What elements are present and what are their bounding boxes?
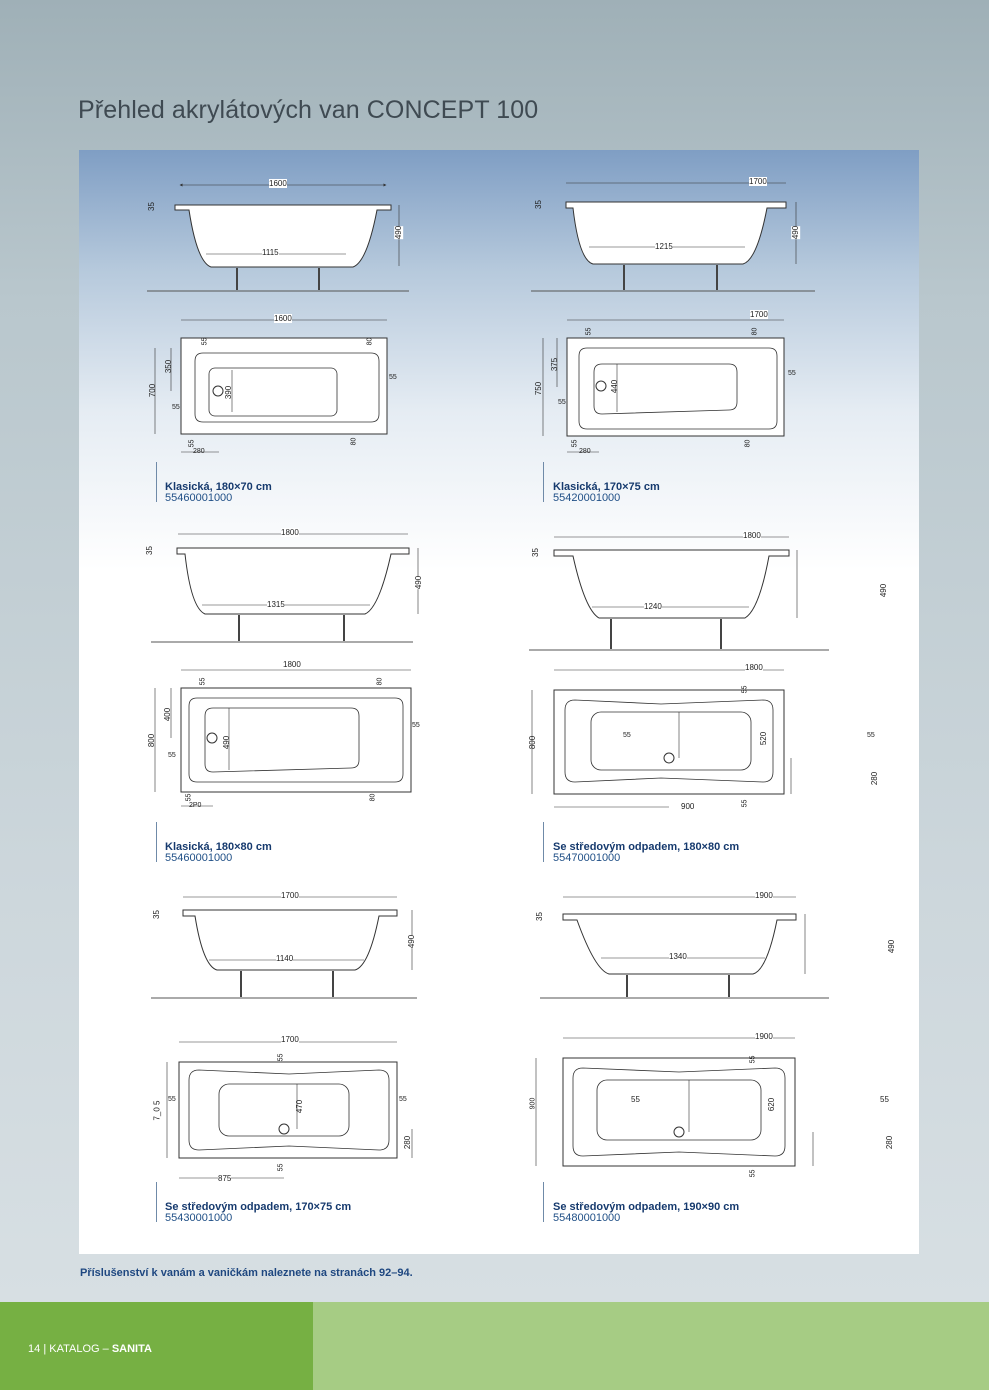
footer-separator: |	[43, 1343, 47, 1355]
caption-bar	[156, 1182, 157, 1222]
side-length-label: 1800	[281, 528, 299, 537]
top-inner-label: 440	[610, 379, 620, 394]
bathtub-caption	[553, 1202, 739, 1224]
bathtub-drawings-5	[79, 870, 499, 1254]
caption-bar	[543, 822, 544, 862]
top-margin-label: 55	[201, 337, 209, 346]
top-width-label: 750	[534, 381, 544, 396]
bathtub-name: Se středovým odpadem, 180×80 cm	[553, 841, 740, 853]
bathtub-caption	[165, 482, 272, 504]
side-height-label: 490	[879, 583, 889, 598]
bottom-right-margin-label: 80	[350, 437, 358, 446]
top-margin-label: 55	[749, 1055, 757, 1064]
bathtub-name: Se středovým odpadem, 190×90 cm	[553, 1201, 740, 1213]
top-right-margin-label: 80	[751, 327, 759, 336]
bottom-right-margin-label: 80	[369, 793, 377, 802]
top-length-label: 1900	[755, 1032, 773, 1041]
bathtub-card-4	[499, 510, 919, 870]
side-length-label: 1800	[743, 531, 761, 540]
side-height-label: 490	[414, 575, 424, 590]
footer-dash: –	[102, 1343, 109, 1355]
bathtub-drawings-1	[79, 150, 499, 510]
top-width-label: 900	[529, 1097, 537, 1110]
side-bottom-label: 1240	[644, 602, 662, 611]
top-left-label: 55	[631, 1095, 640, 1104]
bathtub-name: Se středovým odpadem, 170×75 cm	[165, 1201, 352, 1213]
bathtub-drawings-3	[79, 510, 499, 870]
top-margin-label: 55	[585, 327, 593, 336]
top-inner-label: 620	[767, 1097, 777, 1112]
bathtub-caption	[553, 482, 660, 504]
bottom-margin-label: 55	[749, 1169, 757, 1178]
side-length-label: 1700	[281, 891, 299, 900]
section-label: SANITA	[111, 1343, 152, 1355]
side-rim-label: 35	[533, 200, 543, 209]
bathtub-card-1	[79, 150, 499, 510]
side-rim-label: 35	[146, 202, 156, 211]
bottom-left-margin-label: 55	[571, 439, 579, 448]
bathtub-caption	[165, 1202, 351, 1224]
top-width-label: 800	[147, 733, 157, 748]
side-bottom-label: 1140	[276, 954, 294, 963]
top-length-label: 1700	[281, 1035, 299, 1044]
bathtub-card-3	[79, 510, 499, 870]
side-bottom-label: 1215	[655, 242, 673, 251]
bottom-margin-label: 55	[741, 799, 749, 808]
bathtub-name: Klasická, 170×75 cm	[553, 481, 660, 493]
side-height-label: 490	[887, 939, 897, 954]
caption-bar	[543, 1182, 544, 1222]
side-length-label: 1900	[755, 891, 773, 900]
bottom-margin-label: 55	[277, 1163, 285, 1172]
bathtub-code: 55460001000	[165, 852, 233, 864]
caption-bar	[156, 822, 157, 862]
page-number: 14	[28, 1343, 41, 1355]
bathtub-overview-panel	[79, 150, 919, 1254]
drain-offset-label: 280	[870, 771, 880, 786]
bottom-right-margin-label: 80	[744, 439, 752, 448]
page-title: Přehled akrylátových van CONCEPT 100	[78, 96, 539, 124]
top-length-label: 1800	[745, 663, 763, 672]
side-length-label: 1600	[269, 179, 287, 188]
center-distance-label: 900	[681, 802, 695, 811]
bathtub-drawings-2	[499, 150, 919, 510]
bathtub-drawings-4	[499, 510, 919, 870]
top-width-label: 800	[528, 735, 538, 750]
top-left-label: 55	[172, 404, 180, 411]
bathtub-caption	[165, 842, 272, 864]
side-height-label: 490	[394, 225, 404, 240]
top-inner-label: 390	[224, 385, 234, 400]
top-half-label: 350	[164, 359, 174, 374]
bathtub-drawings-6	[499, 870, 919, 1254]
bathtub-name: Klasická, 180×80 cm	[165, 841, 272, 853]
accessories-note: Příslušenství k vanám a vaničkám naleznete na stranách 92–94.	[80, 1267, 413, 1279]
top-right-label: 55	[389, 374, 397, 381]
bathtub-code: 55430001000	[165, 1212, 233, 1224]
top-inner-label: 490	[222, 735, 232, 750]
top-margin-label: 55	[199, 677, 207, 686]
caption-bar	[156, 462, 157, 502]
top-width-label: 7_0 5	[152, 1100, 162, 1121]
top-left-label: 55	[623, 732, 631, 739]
bottom-left-margin-label: 55	[185, 793, 193, 802]
footer-light-band	[313, 1302, 989, 1390]
side-height-label: 490	[791, 225, 801, 240]
bathtub-card-5	[79, 870, 499, 1230]
drain-offset-label: 280	[403, 1135, 413, 1150]
bathtub-code: 55460001000	[165, 492, 233, 504]
bottom-left-margin-label: 55	[188, 439, 196, 448]
side-rim-label: 35	[530, 548, 540, 557]
top-right-label: 55	[880, 1095, 889, 1104]
side-rim-label: 35	[151, 910, 161, 919]
drain-offset-label: 280	[885, 1135, 895, 1150]
top-length-label: 1700	[750, 310, 768, 319]
bathtub-caption	[553, 842, 739, 864]
bathtub-card-2	[499, 150, 919, 510]
top-right-margin-label: 80	[376, 677, 384, 686]
top-margin-label: 55	[277, 1053, 285, 1062]
top-left-label: 55	[558, 399, 566, 406]
top-length-label: 1600	[274, 314, 292, 323]
bathtub-code: 55420001000	[553, 492, 621, 504]
catalog-label: KATALOG	[49, 1343, 100, 1355]
bathtub-code: 55470001000	[553, 852, 621, 864]
bathtub-name: Klasická, 180×70 cm	[165, 481, 272, 493]
top-length-label: 1800	[283, 660, 301, 669]
top-right-label: 55	[399, 1096, 407, 1103]
top-half-label: 375	[550, 357, 560, 372]
top-left-label: 55	[168, 752, 176, 759]
bathtub-code: 55480001000	[553, 1212, 621, 1224]
drain-distance-label: 280	[579, 448, 591, 455]
side-bottom-label: 1115	[262, 248, 279, 257]
top-right-margin-label: 80	[366, 337, 374, 346]
top-inner-label: 470	[295, 1099, 305, 1114]
top-left-label: 55	[168, 1096, 176, 1103]
top-width-label: 700	[148, 383, 158, 398]
bathtub-card-6	[499, 870, 919, 1230]
side-rim-label: 35	[534, 912, 544, 921]
side-length-label: 1700	[749, 177, 767, 186]
top-margin-label: 55	[741, 685, 749, 694]
drain-distance-label: 2P0	[189, 802, 202, 809]
top-right-label: 55	[412, 722, 420, 729]
footer-label	[28, 1343, 152, 1355]
side-bottom-label: 1315	[267, 600, 285, 609]
top-right-label: 55	[867, 732, 875, 739]
caption-bar	[543, 462, 544, 502]
footer-green-band	[0, 1302, 313, 1390]
top-half-label: 400	[163, 707, 173, 722]
top-right-label: 55	[788, 370, 796, 377]
top-inner-label: 520	[759, 731, 769, 746]
side-bottom-label: 1340	[669, 952, 687, 961]
drain-distance-label: 280	[193, 448, 205, 455]
center-distance-label: 875	[218, 1174, 232, 1183]
side-height-label: 490	[407, 934, 417, 949]
side-rim-label: 35	[144, 546, 154, 555]
